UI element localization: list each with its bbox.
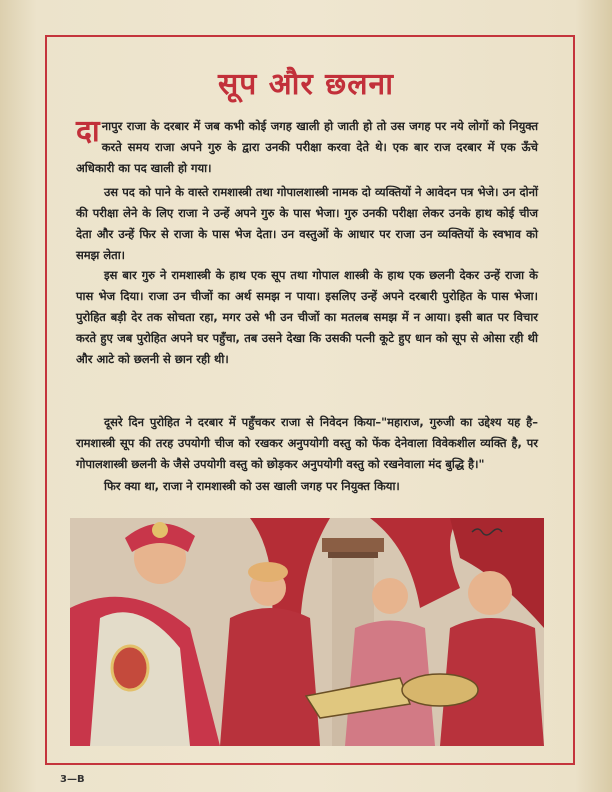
paragraph-5: फिर क्या था, राजा ने रामशास्त्री को उस खाली जगह पर नियुक्त किया। [104, 479, 400, 493]
story-title: सूप और छलना [218, 67, 394, 102]
court-scene-illustration [70, 518, 544, 746]
paragraph-4: दूसरे दिन पुरोहित ने दरबार में पहुँचकर राजा से निवेदन किया–"महाराज, गुरुजी का उद्देश्य यह है–रामशास्त्री सूप की तरह उपयोगी चीज को रखकर अनुपयोगी वस्तु को फेंक देनेवाला विवेकशील व्यक्ति है, पर गोपालशास्त्री छलनी के जैसे उपयोगी वस्तु को छोड़कर अनुपयोगी वस्तु को रखनेवाला मंद बुद्धि है।" [76, 415, 538, 471]
paragraph-2: उस पद को पाने के वास्ते रामशास्त्री तथा गोपालशास्त्री नामक दो व्यक्तियों ने आवेदन पत्र भेजे। उन दोनों की परीक्षा लेने के लिए राजा ने उन्हें अपने गुरु के पास भेजा। गुरु उनकी परीक्षा लेकर उनके हाथ कोई चीज देता और उन्हें फिर से राजा के पास भेज देता। उन वस्तुओं के आधार पर राजा उन व्यक्तियों के स्वभाव को समझ लेता। [76, 185, 538, 262]
drop-cap: दा [76, 114, 100, 149]
paragraph-1-text: नापुर राजा के दरबार में जब कभी कोई जगह खाली हो जाती हो तो उस जगह पर नये लोगों को नियुक्त करते समय राजा अपने गुरु के द्वारा उनकी परीक्षा करवा देते थे। एक बार राज दरबार में एक ऊँचे अधिकारी का पद खाली हो गया। [76, 119, 538, 175]
paragraph-3: इस बार गुरु ने रामशास्त्री के हाथ एक सूप तथा गोपाल शास्त्री के हाथ एक छलनी देकर उन्हें राजा के पास भेज दिया। राजा उन चीजों का अर्थ समझ न पाया। इसलिए उन्हें अपने दरबारी पुरोहित के पास भेजा। पुरोहित बड़ी देर तक सोचता रहा, मगर उसे भी उन चीजों का मतलब समझ में न आया। इसी बात पर विचार करते हुए जब पुरोहित अपने घर पहुँचा, तब उसने देखा कि उसकी पत्नी कूटे हुए धान को सूप से ओसा रही थी और आटे को छलनी से छान रही थी। [76, 268, 538, 366]
story-illustration [70, 518, 544, 746]
paragraph-1 [76, 116, 538, 179]
page-number: 3—B [60, 774, 85, 785]
